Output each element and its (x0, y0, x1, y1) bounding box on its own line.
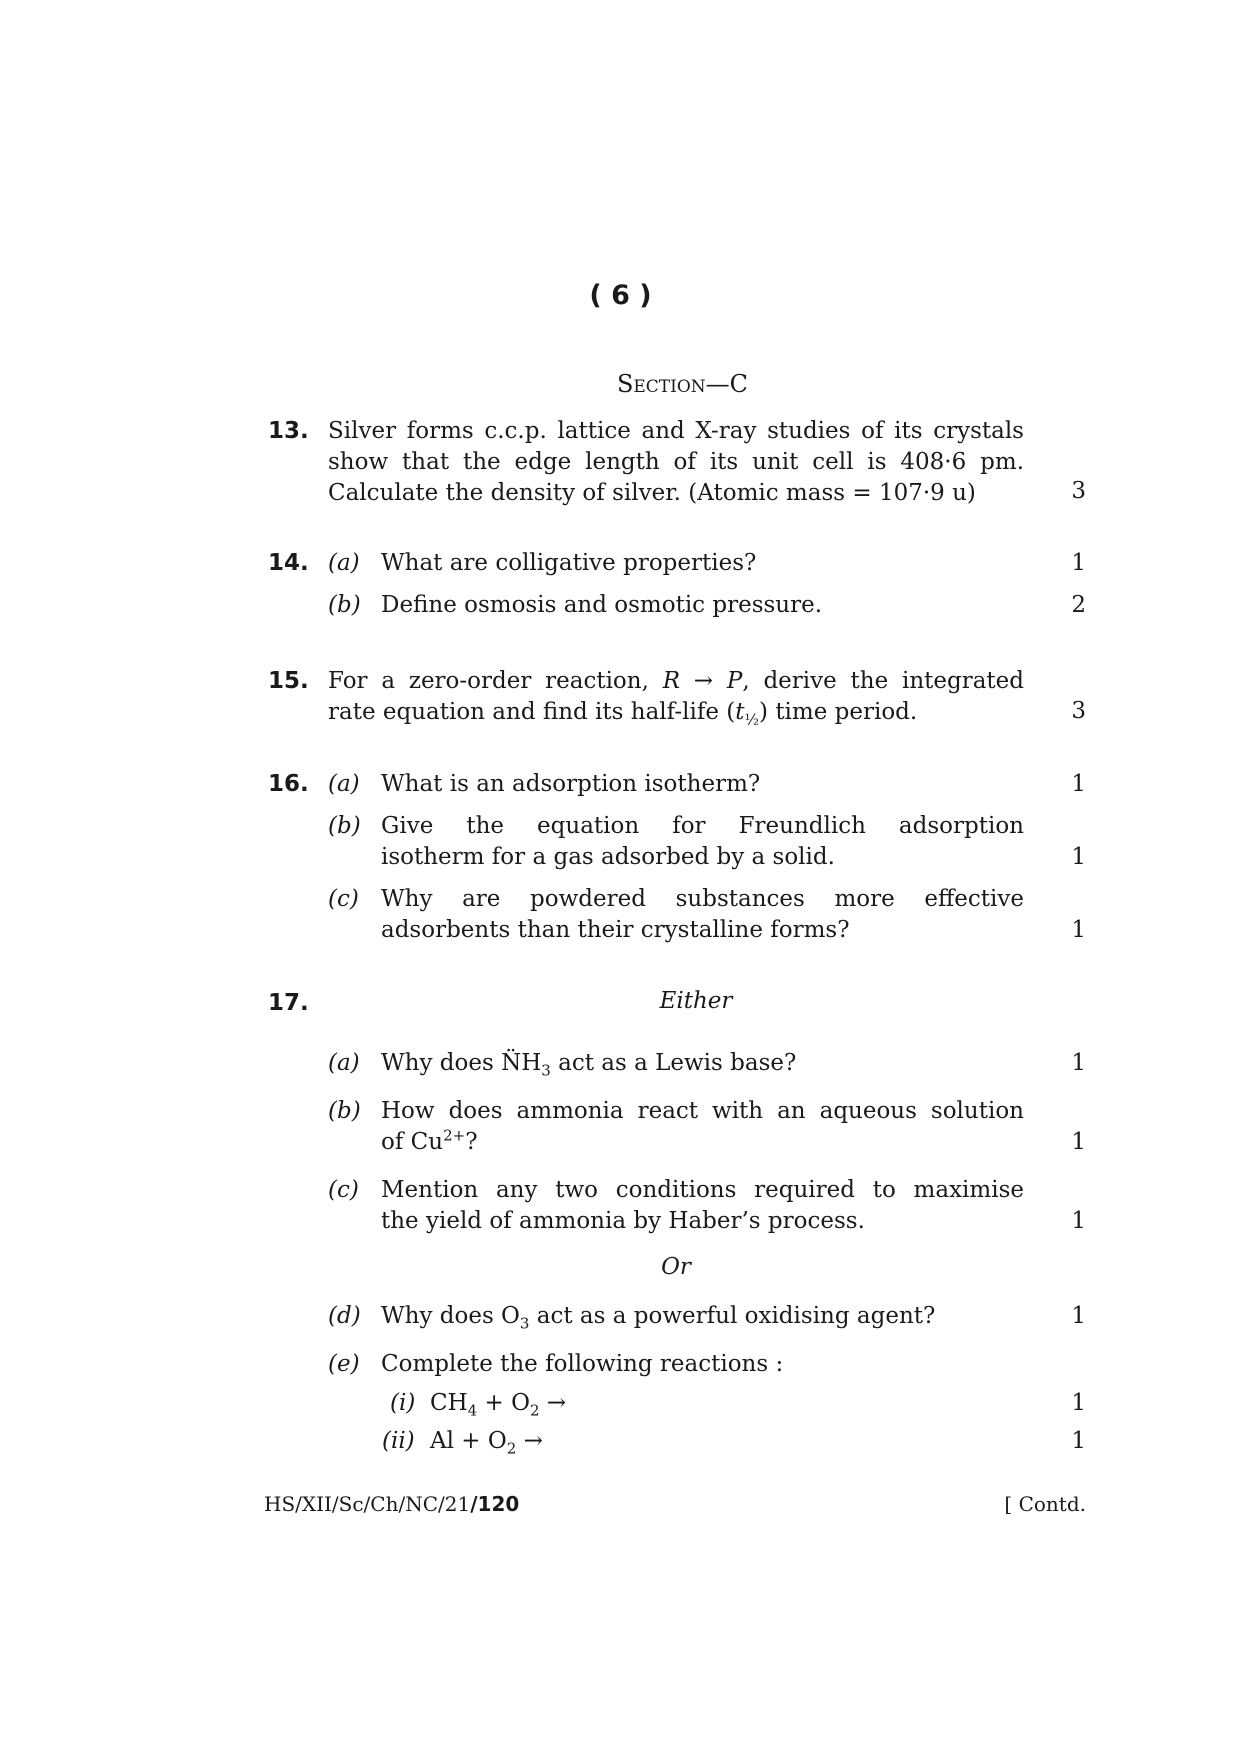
q17e-i-pre: CH (430, 1390, 468, 1416)
q17a-marks: 1 (1071, 1050, 1086, 1076)
q15-line2-post: ) time period. (759, 699, 918, 725)
q17e-ii-marks: 1 (1071, 1428, 1086, 1454)
question-17-number: 17. (268, 990, 309, 1016)
either-label: Either (659, 988, 733, 1014)
footer-code-text: HS/XII/Sc/Ch/NC/21 (264, 1492, 471, 1516)
section-prefix: Section (616, 370, 706, 398)
q15-line-2 (328, 697, 1024, 728)
q16a-marks: 1 (1071, 771, 1086, 797)
q17e-i-mid: + O (477, 1390, 530, 1416)
footer-paper-number: /120 (470, 1492, 520, 1516)
q17a-label: (a) (328, 1050, 360, 1076)
q17b-line2-post: ? (465, 1129, 478, 1155)
q17b-line-2 (381, 1127, 1024, 1158)
q17e-i-sub2: 2 (529, 1401, 540, 1420)
q17b-line2-pre: of Cu (381, 1129, 444, 1155)
q17b-text (381, 1096, 1024, 1158)
q13-line-2: show that the edge length of its unit cell is 408·6 pm. (328, 449, 1024, 475)
q17e-i-text (430, 1388, 566, 1419)
q17e-text: Complete the following reactions : (381, 1351, 784, 1377)
q17a-pre: Why does (381, 1050, 494, 1076)
q14b-label: (b) (328, 592, 361, 618)
or-label: Or (661, 1254, 691, 1280)
question-13-text (328, 416, 1024, 509)
q17d-label: (d) (328, 1303, 361, 1329)
q14a-label: (a) (328, 550, 360, 576)
q16b-line-1: Give the equation for Freundlich adsorption (381, 813, 1024, 839)
q16c-text (381, 884, 1024, 946)
q17d-post: act as a powerful oxidising agent? (536, 1303, 936, 1329)
section-heading (0, 370, 1241, 398)
q17d-text (381, 1301, 935, 1332)
q15-t-sub: ½ (744, 710, 760, 729)
q17e-i-label: (i) (390, 1390, 416, 1416)
question-15-number: 15. (268, 668, 309, 694)
q15-marks: 3 (1071, 698, 1086, 724)
q16b-line-2: isotherm for a gas adsorbed by a solid. (381, 844, 835, 870)
q17e-ii-text (430, 1426, 543, 1457)
q14a-text: What are colligative properties? (381, 550, 757, 576)
page-number: ( 6 ) (589, 280, 652, 311)
q17b-sup: 2+ (443, 1126, 466, 1145)
q13-line-3: Calculate the density of silver. (Atomic mass = 107·9 u) (328, 480, 976, 506)
q17b-label: (b) (328, 1098, 361, 1124)
q17d-sub: 3 (519, 1314, 530, 1333)
q14a-marks: 1 (1071, 550, 1086, 576)
q16c-line-1: Why are powdered substances more effective (381, 886, 1024, 912)
q16a-label: (a) (328, 771, 360, 797)
q17e-i-marks: 1 (1071, 1390, 1086, 1416)
q13-marks: 3 (1071, 478, 1086, 504)
q17c-line-2: the yield of ammonia by Haber’s process. (381, 1208, 865, 1234)
q15-reaction: R → P (662, 668, 743, 694)
q17d-marks: 1 (1071, 1303, 1086, 1329)
q14b-marks: 2 (1071, 592, 1086, 618)
q17b-marks: 1 (1071, 1129, 1086, 1155)
q17c-line-1: Mention any two conditions required to maximise (381, 1177, 1024, 1203)
q17e-i-post: → (539, 1390, 567, 1416)
q17b-line-1: How does ammonia react with an aqueous solution (381, 1098, 1024, 1124)
q17c-marks: 1 (1071, 1208, 1086, 1234)
question-16-number: 16. (268, 771, 309, 797)
question-15-text (328, 666, 1024, 728)
q15-line1-pre: For a zero-order reaction, (328, 668, 649, 694)
footer-code (264, 1492, 519, 1516)
q15-line1-post: , derive the integrated (742, 668, 1025, 694)
q16b-marks: 1 (1071, 844, 1086, 870)
q16c-label: (c) (328, 886, 359, 912)
q17e-i-sub1: 4 (467, 1401, 478, 1420)
q17e-ii-label: (ii) (382, 1428, 415, 1454)
q17e-ii-post: → (516, 1428, 543, 1454)
q16c-marks: 1 (1071, 917, 1086, 943)
question-13-number: 13. (268, 418, 309, 444)
q17a-text (381, 1048, 796, 1079)
section-letter: —C (705, 370, 749, 398)
q17c-text (381, 1175, 1024, 1237)
q17c-label: (c) (328, 1177, 359, 1203)
q16a-text: What is an adsorption isotherm? (381, 771, 761, 797)
q15-line-1 (328, 666, 1024, 697)
q17e-label: (e) (328, 1351, 360, 1377)
q17e-ii-pre: Al + O (430, 1428, 507, 1454)
q15-t: t (735, 699, 745, 725)
q16b-text (381, 811, 1024, 873)
q13-line-1: Silver forms c.c.p. lattice and X-ray studies of its crystals (328, 418, 1024, 444)
footer-contd: [ Contd. (1004, 1492, 1086, 1516)
q17a-post: act as a Lewis base? (558, 1050, 797, 1076)
q16c-line-2: adsorbents than their crystalline forms? (381, 917, 850, 943)
q15-line2-pre: rate equation and find its half-life ( (328, 699, 736, 725)
q17a-sub: 3 (541, 1061, 551, 1080)
q17d-pre: Why does O (381, 1303, 520, 1329)
question-14-number: 14. (268, 550, 309, 576)
q17a-species: N̈H (501, 1050, 542, 1076)
q14b-text: Define osmosis and osmotic pressure. (381, 592, 823, 618)
q17e-ii-sub: 2 (506, 1439, 517, 1458)
q16b-label: (b) (328, 813, 361, 839)
